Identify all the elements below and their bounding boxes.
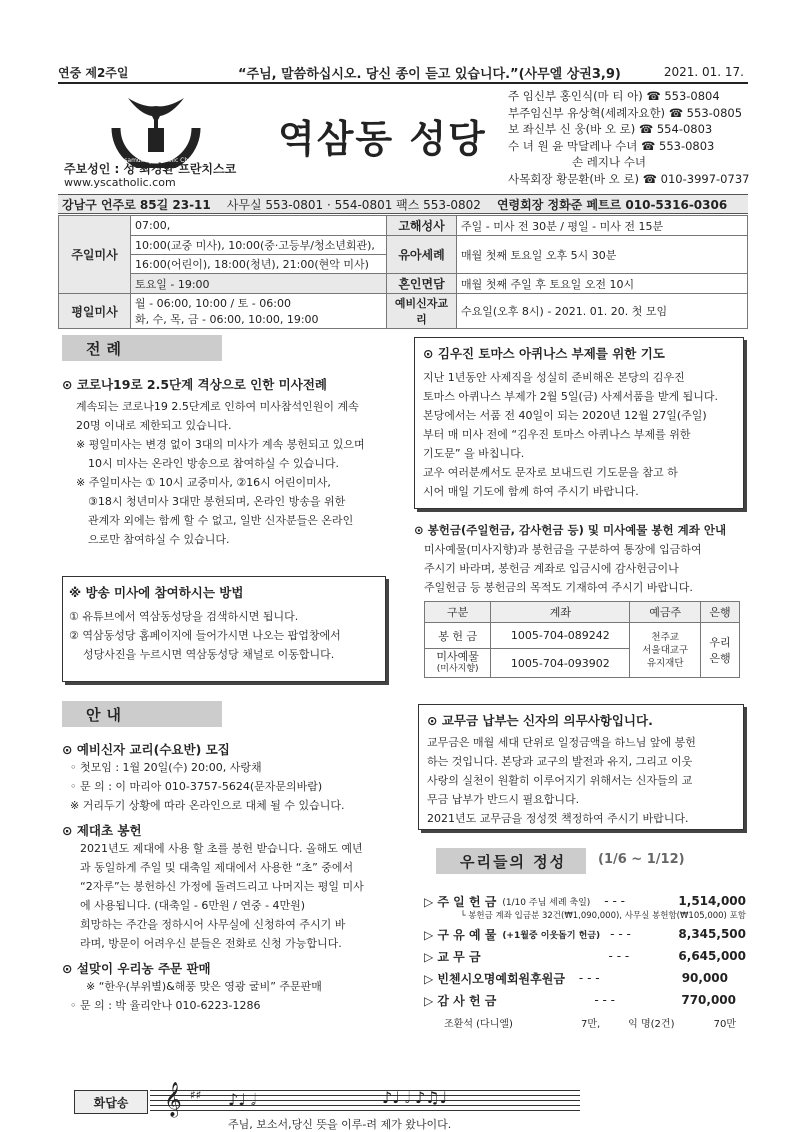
accounts-header: 예금주 [630, 602, 701, 623]
prayer-box [414, 337, 744, 509]
edition-label: 연중 제2주일 [58, 65, 129, 80]
offerings-heading: 우리들의 정성 [436, 848, 586, 874]
prayer-line: 토마스 아퀴나스 부제가 2월 5일(금) 사제서품을 받게 됩니다. [423, 390, 718, 403]
offering-row: ▷ 구 유 예 물 (+1월중 이웃돕기 헌금) - - - 8,345,500 [424, 927, 746, 942]
accounts-header: 구분 [425, 602, 491, 623]
patron-saint: 주보성인 : 성 최경환 프란치스코 [64, 162, 237, 176]
clergy-line: 손 레지나 수녀 [572, 155, 646, 169]
clergy-line: 수 녀 원 윤 막달레나 수녀 ☎ 553-0803 [508, 138, 715, 153]
tithe-box [418, 704, 744, 830]
offerings-footer: 조환석 (다니엘) 7만, 익 명(2건) 70만 [444, 1019, 736, 1030]
account-kind-sub: (미사지향) [436, 664, 479, 674]
prayer-line: 기도문” 을 바칩니다. [423, 447, 525, 460]
music-notes-icon: ♪♩ 𝅗𝅥 [228, 1090, 256, 1109]
confession-time: 주일 - 미사 전 30분 / 평일 - 미사 전 15분 [457, 216, 748, 236]
mass-schedule-table [58, 215, 748, 329]
catechumen-label: 예비신자교리 [387, 294, 457, 329]
sunday-line: 10:00(교중 미사), 10:00(중·고등부/청소년회관), [131, 236, 387, 255]
account-number[interactable]: 1005-704-093902 [491, 649, 630, 678]
accounts-line: 주시기 바라며, 봉헌금 계좌로 입금시에 감사헌금이나 [424, 562, 679, 575]
funeral-contact: 연령회장 정화준 페트르 010-5316-0306 [496, 197, 728, 212]
notice-line: 에 사용됩니다. (대축일 - 6만원 / 연중 - 4만원) [80, 899, 306, 912]
prayer-line: 지난 1년동안 사제직을 성실히 준비해온 본당의 김우진 [423, 371, 685, 384]
prayer-line: 시어 매일 기도에 함께 하여 주시기 바랍니다. [423, 485, 639, 498]
prayer-line: 본당에서는 서품 전 40일이 되는 2020년 12월 27일(주일) [423, 409, 707, 422]
top-bar [58, 62, 748, 84]
prayer-line: 부터 매 미사 전에 “김우진 토마스 아퀴나스 부제를 위한 [423, 428, 691, 441]
account-holder: 천주교 서울대교구 유지재단 [630, 623, 701, 678]
notice-title: ⊙ 예비신자 교리(수요반) 모집 [62, 742, 230, 757]
offerings-list [424, 890, 746, 1030]
accounts-line: 미사예물(미사지향)과 봉헌금을 구분하여 통장에 입금하여 [424, 543, 702, 556]
weekday-mass-label: 평일미사 [59, 294, 131, 329]
sunday-offering-detail: └ 봉헌금 계좌 입금분 32건(₩1,090,000), 사무실 봉헌함(₩105,000) 포함 [460, 911, 746, 921]
notice-line: 과 동일하게 주일 및 대축일 제대에서 사용한 “초” 중에서 [80, 861, 354, 874]
offering-row: ▷ 주 일 헌 금 (1/10 주님 세례 축일) - - - 1,514,000 [424, 894, 746, 909]
clergy-list [508, 88, 749, 187]
notice-line: ※ “한우(부위별)&해풍 맞은 영광 굴비” 주문판매 [86, 980, 322, 993]
office-phone: 사무실 553-0801 · 554-0801 팩스 553-0802 [226, 197, 481, 212]
key-signature-icon: ♯♯ [190, 1088, 202, 1102]
notice-section [62, 740, 392, 1015]
infant-baptism-label: 유아세례 [387, 236, 457, 274]
notice-line: 2021년도 제대에 사용 할 초를 봉헌 받습니다. 올해도 예년 [80, 842, 363, 855]
sunday-note: 관계자 외에는 함께 할 수 없고, 일반 신자분들은 온라인 [88, 514, 354, 527]
website[interactable]: www.yscatholic.com [64, 176, 176, 189]
notice-title: ⊙ 설맞이 우리농 주문 판매 [62, 961, 211, 976]
accounts-header: 은행 [701, 602, 740, 623]
catechumen-time: 수요일(오후 8시) - 2021. 01. 20. 첫 모임 [457, 294, 748, 329]
offering-row: ▷ 감 사 헌 금 - - - 770,000 [424, 993, 736, 1008]
clergy-line: 보 좌신부 신 웅(바 오 로) ☎ 554-0803 [508, 122, 713, 136]
notice-line: ◦ 문 의 : 박 율리안나 010-6223-1286 [70, 999, 261, 1012]
response-lyrics: 주님, 보소서,당신 뜻을 이루-려 제가 왔나이다. [228, 1118, 452, 1131]
account-kind: 봉 헌 금 [425, 623, 491, 649]
offering-row: ▷ 교 무 금 - - - 6,645,000 [424, 949, 746, 964]
account-number[interactable]: 1005-704-089242 [491, 623, 630, 649]
marriage-label: 혼인면담 [387, 274, 457, 294]
clergy-line: 사목회장 황문환(바 오 로) ☎ 010-3997-0737 [508, 171, 750, 186]
broadcast-step: 성당사진을 누르시면 역삼동성당 채널로 이동합니다. [83, 648, 335, 661]
notice-line: 희망하는 주간을 정하시어 사무실에 신청하여 주시기 바 [80, 918, 346, 931]
church-logo [108, 88, 204, 168]
issue-date: 2021. 01. 17. [663, 65, 744, 79]
accounts-header: 계좌 [491, 602, 630, 623]
treble-clef-icon: 𝄞 [164, 1082, 182, 1117]
broadcast-step: ② 역삼동성당 홈페이지에 들어가시면 나오는 팝업창에서 [69, 629, 341, 642]
tithe-line: 사랑의 실천이 원활히 이루어지기 위해서는 신자들의 교 [427, 774, 693, 787]
tithe-line: 2021년도 교무금을 정성껏 책정하여 주시기 바랍니다. [427, 812, 689, 825]
sunday-note: 으로만 참여하실 수 있습니다. [88, 533, 230, 546]
broadcast-box [62, 576, 386, 682]
liturgy-section [62, 375, 392, 549]
offerings-period: (1/6 ~ 1/12) [598, 852, 685, 867]
accounts-title: ⊙ 봉헌금(주일헌금, 감사헌금 등) 및 미사예물 봉헌 계좌 안내 [414, 523, 727, 537]
notice-line: ※ 거리두기 상황에 따라 온라인으로 대체 될 수 있습니다. [70, 799, 345, 812]
tithe-line: 무금 납부가 반드시 필요합니다. [427, 793, 580, 806]
marriage-time: 매월 첫째 주일 후 토요일 오전 10시 [457, 274, 748, 294]
notice-heading: 안내 [62, 701, 222, 727]
music-notes-icon: ♪♩ 𝅗𝅥 ♪♫♩ [382, 1088, 448, 1107]
weekday-note: ※ 평일미사는 변경 없이 3대의 미사가 계속 봉헌되고 있으며 [76, 438, 365, 451]
accounts-section [414, 522, 750, 678]
weekday-line: 화, 수, 목, 금 - 06:00, 10:00, 19:00 [135, 313, 319, 326]
scripture-quote: “주님, 말씀하십시오. 당신 종이 듣고 있습니다.”(사무엘 상권3,9) [238, 66, 621, 82]
offering-row: ▷ 빈첸시오명예회원후원금 - - - 90,000 [424, 971, 728, 986]
clergy-line: 부주임신부 유상혁(세례자요한) ☎ 553-0805 [508, 105, 743, 120]
notice-line: 라며, 방문이 어려우신 분들은 전화로 신청 가능합니다. [80, 937, 342, 950]
liturgy-body: 20명 이내로 제한되고 있습니다. [76, 419, 232, 432]
account-kind: 미사예물 [436, 650, 479, 663]
infant-baptism-time: 매월 첫째 토요일 오후 5시 30분 [457, 236, 748, 274]
liturgy-heading: 전례 [62, 335, 222, 361]
music-staff [150, 1082, 580, 1117]
clergy-line: 주 임신부 홍인식(마 티 아) ☎ 553-0804 [508, 89, 720, 103]
broadcast-title: ※ 방송 미사에 참여하시는 방법 [69, 585, 244, 600]
tithe-title: ⊙ 교무금 납부는 신자의 의무사항입니다. [427, 713, 653, 728]
notice-line: “2자루”는 봉헌하신 가정에 돌려드리고 나머지는 평일 미사 [80, 880, 364, 893]
notice-title: ⊙ 제대초 봉헌 [62, 823, 142, 838]
broadcast-step: ① 유튜브에서 역삼동성당을 검색하시면 됩니다. [69, 610, 299, 623]
sunday-line: 16:00(어린이), 18:00(청년), 21:00(현악 미사) [131, 255, 387, 274]
church-name: 역삼동 성당 [278, 117, 487, 161]
accounts-line: 주일헌금 등 봉헌금의 목적도 기재하여 주시기 바랍니다. [424, 581, 693, 594]
sunday-line: 07:00, [131, 216, 387, 236]
logo-text: Yeoksamdong Catholic Church [110, 157, 202, 164]
liturgy-body: 계속되는 코로나19 2.5단계로 인하여 미사참석인원이 계속 [76, 400, 359, 413]
confession-label: 고해성사 [387, 216, 457, 236]
liturgy-title: ⊙ 코로나19로 2.5단계 격상으로 인한 미사전례 [62, 377, 327, 392]
sunday-mass-label: 주일미사 [59, 216, 131, 294]
saturday-line: 토요일 - 19:00 [131, 274, 387, 294]
tithe-line: 교무금은 매월 세대 단위로 일정금액을 하느님 앞에 봉헌 [427, 736, 696, 749]
address-bar [58, 194, 748, 214]
weekday-note: 10시 미사는 온라인 방송으로 참여하실 수 있습니다. [88, 457, 339, 470]
tithe-line: 하는 것입니다. 본당과 교구의 발전과 유지, 그리고 이웃 [427, 755, 693, 768]
prayer-line: 교우 여러분께서도 문자로 보내드린 기도문을 참고 하 [423, 466, 678, 479]
notice-line: ◦ 문 의 : 이 마리아 010-3757-5624(문자문의바람) [70, 780, 323, 793]
prayer-title: ⊙ 김우진 토마스 아퀴나스 부제를 위한 기도 [423, 346, 665, 361]
accounts-table [424, 601, 740, 678]
account-bank: 우리 은행 [701, 623, 740, 678]
response-psalm-label: 화답송 [74, 1090, 148, 1114]
sunday-note: ※ 주일미사는 ① 10시 교중미사, ②16시 어린이미사, [76, 476, 331, 489]
address: 강남구 언주로 85길 23-11 [62, 197, 211, 212]
weekday-line: 월 - 06:00, 10:00 / 토 - 06:00 [135, 297, 291, 310]
sunday-note: ③18시 청년미사 3대만 봉헌되며, 온라인 방송을 위한 [88, 495, 346, 508]
notice-line: ◦ 첫모임 : 1월 20일(수) 20:00, 사랑채 [70, 761, 262, 774]
